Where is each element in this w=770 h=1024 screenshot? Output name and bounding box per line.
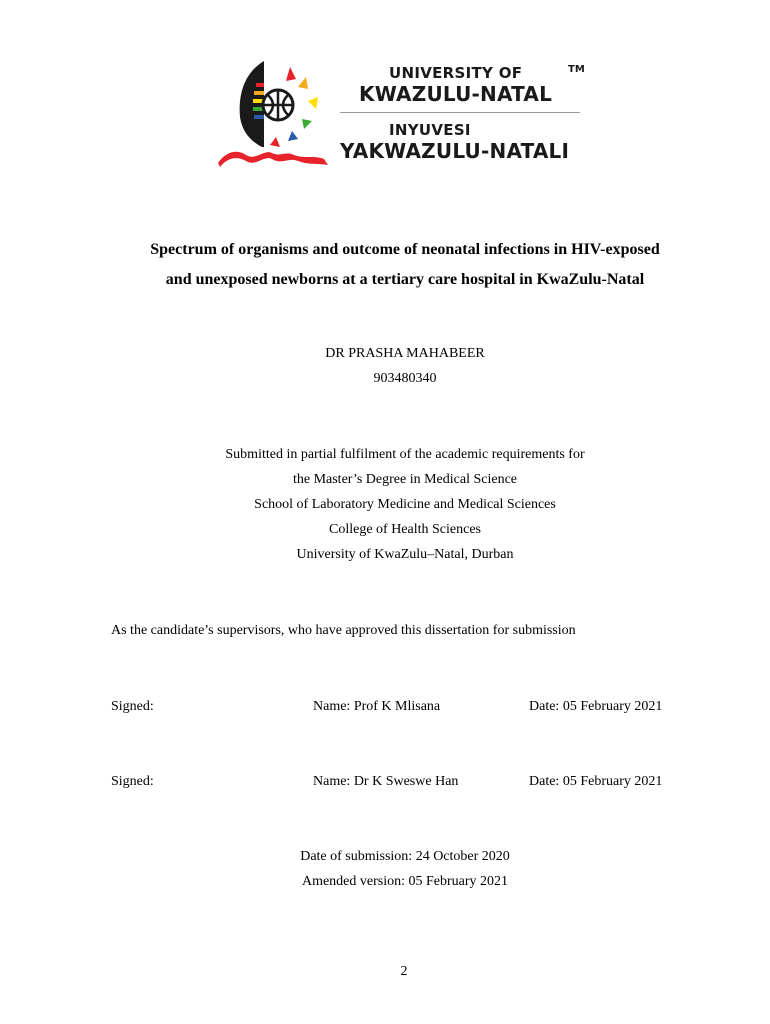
page-number: 2 (400, 964, 408, 979)
supervisors-statement: As the candidate’s supervisors, who have approved this dissertation for submission (111, 623, 576, 638)
logo-line-yakwazulu-natali: YAKWAZULU-NATALI (340, 139, 570, 163)
signature-date: Date: 05 February 2021 (529, 774, 663, 789)
signed-label: Signed: (111, 774, 154, 789)
submission-line-1: Submitted in partial fulfilment of the academic requirements for (225, 447, 585, 462)
submission-date: Date of submission: 24 October 2020 (300, 849, 510, 864)
logo-trademark: TM (568, 64, 585, 75)
supervisor-name: Name: Prof K Mlisana (313, 699, 441, 714)
signed-label: Signed: (111, 699, 154, 714)
logo-line-university-of: UNIVERSITY OF (389, 64, 523, 82)
supervisor-name: Name: Dr K Sweswe Han (313, 774, 459, 789)
logo-divider (340, 112, 580, 113)
thesis-title-line-2: and unexposed newborns at a tertiary care hospital in KwaZulu-Natal (165, 271, 645, 288)
submission-line-3: School of Laboratory Medicine and Medical Sciences (254, 497, 556, 512)
student-number: 903480340 (373, 371, 437, 386)
thesis-title-line-1: Spectrum of organisms and outcome of neonatal infections in HIV-exposed (150, 241, 660, 258)
submission-line-5: University of KwaZulu–Natal, Durban (296, 547, 514, 562)
amended-date: Amended version: 05 February 2021 (301, 874, 509, 889)
submission-line-4: College of Health Sciences (328, 522, 481, 537)
thesis-title (60, 235, 750, 295)
submission-line-2: the Master’s Degree in Medical Science (292, 472, 518, 487)
signature-date: Date: 05 February 2021 (529, 699, 663, 714)
logo-line-kwazulu-natal: KWAZULU-NATAL (359, 82, 553, 106)
logo-line-inyuvesi: INYUVESI (389, 121, 471, 139)
author-name: DR PRASHA MAHABEER (325, 346, 485, 361)
